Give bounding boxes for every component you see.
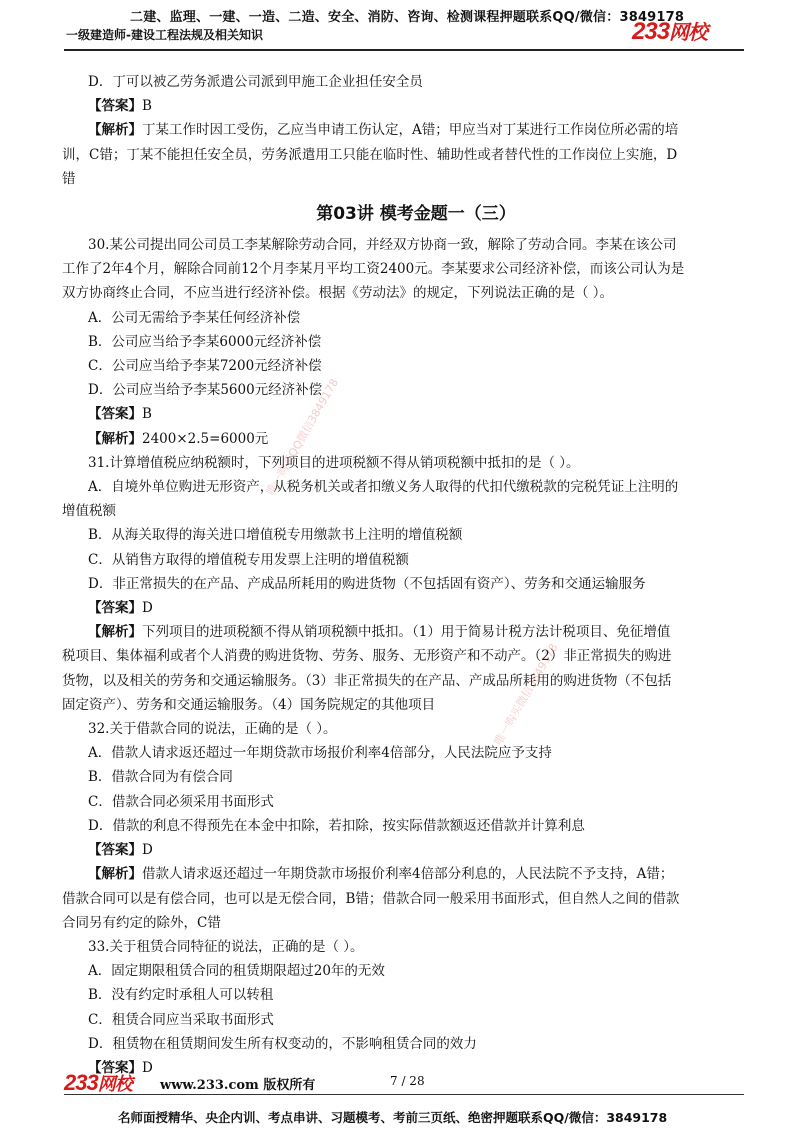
watermark-1: 唯一购买QQ微信3849178	[263, 376, 342, 498]
header-contact-line: 二建、监理、一建、一造、二造、安全、消防、咨询、检测课程押题联系QQ/微信：3849178	[130, 10, 685, 25]
answer-value: D	[142, 1059, 153, 1076]
q31-option-a-line2: 增值税额	[62, 503, 116, 520]
q30-stem-line3: 双方协商终止合同，不应当进行经济补偿。根据《劳动法》的规定，下列说法正确的是（ ）。	[62, 285, 614, 302]
page-header	[0, 0, 800, 52]
q31-option-d: D．非正常损失的在产品、产成品所耗用的购进货物（不包括固有资产）、劳务和交通运输服务	[88, 575, 646, 592]
answer-label: 【答案】	[88, 406, 142, 423]
answer-label: 【答案】	[88, 842, 142, 859]
q30-option-c: C．公司应当给予李某7200元经济补偿	[88, 358, 322, 375]
page-number: 7 / 28	[390, 1074, 425, 1088]
logo-number: 233	[632, 18, 670, 45]
footer-brand-logo	[64, 1070, 132, 1096]
q31-option-a: A．自境外单位购进无形资产，从税务机关或者扣缴义务人取得的代扣代缴税款的完税凭证上注明的	[88, 479, 679, 496]
answer-label: 【答案】	[88, 1059, 142, 1076]
answer-value: B	[142, 406, 152, 423]
q32-option-c: C．借款合同必须采用书面形式	[88, 793, 274, 810]
q32-analysis-line2: 借款合同可以是有偿合同，也可以是无偿合同，B错；借款合同一般采用书面形式，但自然人之间的借款	[62, 890, 680, 907]
answer-value: B	[142, 98, 152, 115]
q31-answer-row	[88, 596, 744, 620]
analysis-text: 下列项目的进项税额不得从销项税额中抵扣。（1）用于简易计税方法计税项目、免征增值	[142, 624, 671, 641]
q30-analysis-row	[88, 427, 744, 451]
q30-stem-line2: 工作了2年4个月，解除合同前12个月李某月平均工资2400元。李某要求公司经济补偿，而该公司认为是	[62, 261, 685, 278]
q32-answer-row	[88, 838, 744, 862]
q33-option-b: B．没有约定时承租人可以转租	[88, 987, 274, 1004]
footer-promo: 名师面授精华、央企内训、考点串讲、习题模考、考前三页纸、绝密押题联系QQ/微信：3849178	[118, 1110, 668, 1125]
brand-logo	[632, 16, 707, 46]
q32-option-b: B．借款合同为有偿合同	[88, 769, 233, 786]
analysis-label: 【解析】	[88, 624, 142, 641]
footer-divider	[64, 1094, 744, 1095]
q33-option-c: C．租赁合同应当采取书面形式	[88, 1011, 274, 1028]
document-body	[62, 70, 744, 1080]
q30-answer-row	[88, 402, 744, 426]
q30-option-d: D．公司应当给予李某5600元经济补偿	[88, 382, 323, 399]
answer-label: 【答案】	[88, 600, 142, 617]
header-course-title: 一级建造师-建设工程法规及相关知识	[66, 28, 263, 42]
prev-analysis-line3: 错	[62, 170, 76, 187]
analysis-text: 2400×2.5=6000元	[142, 430, 269, 447]
answer-label: 【答案】	[88, 98, 142, 115]
analysis-text: 丁某工作时因工受伤，乙应当申请工伤认定，A错；甲应当对丁某进行工作岗位所必需的培	[142, 122, 679, 139]
prev-analysis-row	[88, 118, 744, 142]
q30-option-b: B．公司应当给予李某6000元经济补偿	[88, 333, 322, 350]
watermark-2: 唯一购买微信3849178	[491, 641, 561, 748]
q31-option-b: B．从海关取得的海关进口增值税专用缴款书上注明的增值税额	[88, 527, 463, 544]
q32-analysis-line3: 合同另有约定的除外，C错	[62, 914, 221, 931]
prev-answer-row	[88, 94, 744, 118]
q33-option-a: A．固定期限租赁合同的租赁期限超过20年的无效	[88, 963, 385, 980]
q31-analysis-line3: 货物，以及相关的劳务和交通运输服务。（3）非正常损失的在产品、产成品所耗用的购进货物（不包括	[62, 672, 672, 689]
q31-analysis-line2: 税项目、集体福利或者个人消费的购进货物、劳务、服务、无形资产和不动产。（2）非正常损失的购进	[62, 648, 672, 665]
logo-text: 网校	[669, 22, 708, 44]
q30-stem-line1: 30.某公司提出同公司员工李某解除劳动合同，并经双方协商一致，解除了劳动合同。李某在该公司	[88, 237, 677, 254]
analysis-label: 【解析】	[88, 430, 142, 447]
q33-option-d: D．租赁物在租赁期间发生所有权变动的，不影响租赁合同的效力	[88, 1035, 477, 1052]
analysis-text: 借款人请求返还超过一年期贷款市场报价利率4倍部分利息的，人民法院不予支持，A错；	[142, 866, 674, 883]
footer-logo-text: 网校	[97, 1074, 132, 1094]
header-divider	[64, 49, 744, 51]
footer-website: www.233.com 版权所有	[160, 1078, 316, 1093]
analysis-label: 【解析】	[88, 866, 142, 883]
q31-option-c: C．从销售方取得的增值税专用发票上注明的增值税额	[88, 551, 409, 568]
q32-stem: 32.关于借款合同的说法，正确的是（ ）。	[88, 721, 337, 738]
prev-option-d: D．丁可以被乙劳务派遣公司派到甲施工企业担任安全员	[88, 74, 423, 90]
q30-option-a: A．公司无需给予李某任何经济补偿	[88, 309, 301, 326]
q31-analysis-row	[88, 620, 744, 644]
footer-logo-number: 233	[64, 1070, 98, 1095]
answer-value: D	[142, 842, 153, 859]
q33-stem: 33.关于租赁合同特征的说法，正确的是（ ）。	[88, 938, 364, 955]
analysis-label: 【解析】	[88, 122, 142, 139]
q31-stem: 31.计算增值税应纳税额时，下列项目的进项税额不得从销项税额中抵扣的是（ ）。	[88, 454, 580, 471]
answer-value: D	[142, 600, 153, 617]
section-title: 第03讲 模考金题一（三）	[316, 204, 516, 225]
q32-analysis-row	[88, 862, 744, 886]
q32-option-d: D．借款的利息不得预先在本金中扣除，若扣除，按实际借款额返还借款并计算利息	[88, 817, 585, 834]
page-footer	[0, 1060, 800, 1132]
prev-analysis-line2: 训，C错；丁某不能担任安全员，劳务派遣用工只能在临时性、辅助性或者替代性的工作岗位上实施，D	[62, 146, 678, 163]
q32-option-a: A．借款人请求返还超过一年期贷款市场报价利率4倍部分，人民法院应予支持	[88, 745, 552, 762]
q31-analysis-line4: 固定资产）、劳务和交通运输服务。（4）国务院规定的其他项目	[62, 696, 436, 713]
